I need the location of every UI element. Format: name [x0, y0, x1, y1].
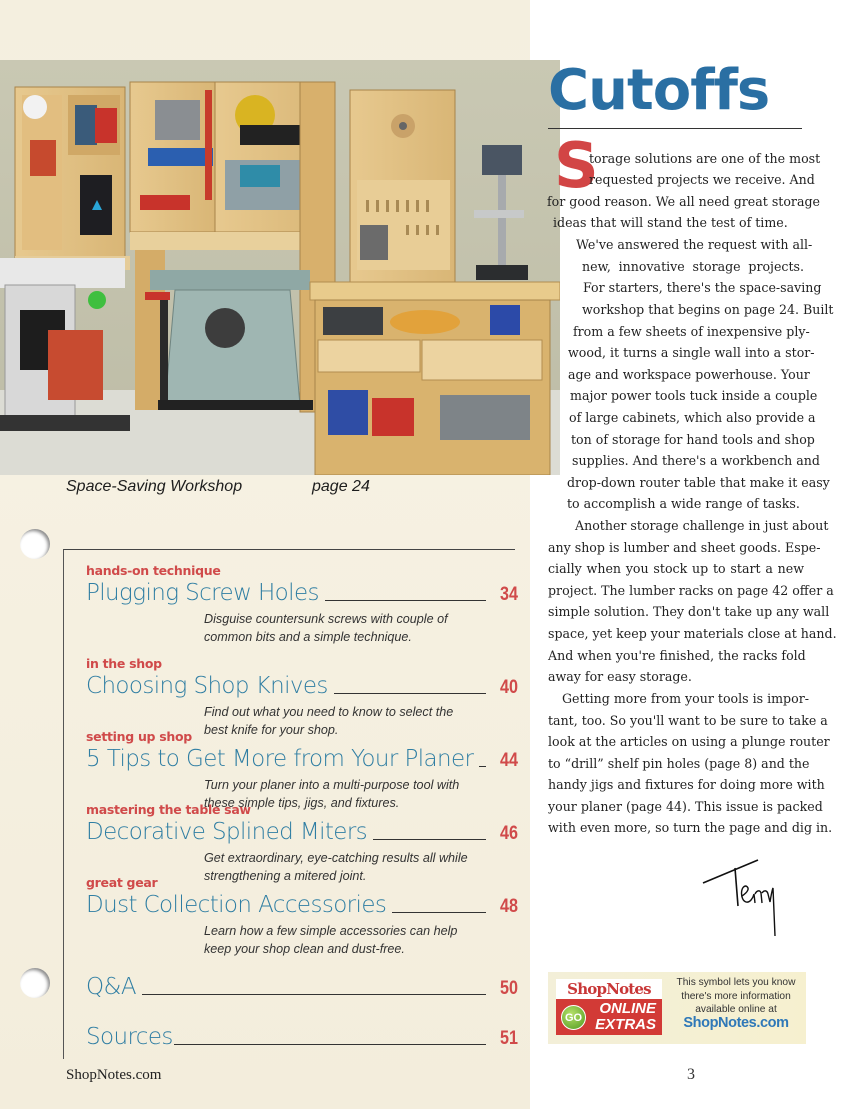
toc-category: great gear	[86, 875, 158, 890]
toc-page-number[interactable]: 46	[500, 823, 518, 844]
text-line: wood, it turns a single wall into a stor-	[568, 345, 815, 360]
column-title: Cutoffs	[548, 58, 770, 123]
toc-description-line: Turn your planer into a multi-purpose tool with	[204, 778, 460, 792]
text-line: simple solution. They don't take up any wall	[548, 604, 830, 619]
toc-entry-planer-tips[interactable]	[86, 730, 518, 812]
toc-category: setting up shop	[86, 729, 192, 744]
text-line: supplies. And there's a workbench and	[572, 453, 820, 468]
toc-title[interactable]: Choosing Shop Knives	[86, 673, 328, 699]
toc-title[interactable]: Sources	[86, 1024, 173, 1050]
toc-description-line: Find out what you need to know to select the	[204, 705, 454, 719]
text-line: For starters, there's the space-saving	[583, 280, 822, 295]
text-line: tant, too. So you'll want to be sure to take a	[548, 713, 828, 728]
toc-page-number[interactable]: 34	[500, 584, 518, 605]
toc-leader-line	[334, 693, 486, 694]
table-of-contents	[63, 549, 518, 1059]
toc-leader-line	[479, 766, 486, 767]
toc-page-number[interactable]: 51	[500, 1028, 518, 1049]
workshop-photo	[0, 60, 560, 475]
toc-title[interactable]: Plugging Screw Holes	[86, 580, 319, 606]
binder-hole-icon	[20, 968, 50, 998]
text-line: requested projects we receive. And	[589, 172, 815, 187]
text-line: to accomplish a wide range of tasks.	[567, 496, 800, 511]
toc-entry-choosing-shop-knives[interactable]	[86, 657, 518, 739]
text-line: to “drill” shelf pin holes (page 8) and the	[548, 756, 810, 771]
text-line: new, innovative storage projects.	[582, 259, 804, 274]
text-line: from a few sheets of inexpensive ply-	[573, 324, 810, 339]
toc-leader-line	[142, 994, 486, 995]
signature	[700, 848, 780, 943]
toc-category: hands-on technique	[86, 563, 221, 578]
text-line: Another storage challenge in just about	[575, 518, 829, 533]
toc-page-number[interactable]: 44	[500, 750, 518, 771]
toc-description-line: these simple tips, jigs, and fixtures.	[204, 796, 400, 810]
toc-leader-line	[373, 839, 486, 840]
extras-text-line: there's more information	[681, 990, 791, 1002]
toc-entry-splined-miters[interactable]	[86, 803, 518, 885]
toc-description-line: Learn how a few simple accessories can help	[204, 924, 458, 938]
toc-description-line: common bits and a simple technique.	[204, 630, 412, 644]
toc-description-line: Disguise countersunk screws with couple of	[204, 612, 448, 626]
extras-text-line: available online at	[695, 1004, 777, 1015]
photo-caption-page[interactable]: page 24	[312, 478, 370, 495]
text-line: Getting more from your tools is impor-	[562, 691, 809, 706]
text-line: any shop is lumber and sheet goods. Espe-	[548, 540, 821, 555]
shopnotes-link[interactable]: ShopNotes.com	[683, 1014, 789, 1031]
text-line: ton of storage for hand tools and shop	[571, 432, 815, 447]
text-line: away for easy storage.	[548, 669, 692, 684]
toc-entry-sources[interactable]	[86, 1022, 518, 1050]
text-line: age and workspace powerhouse. Your	[568, 367, 810, 382]
toc-category: in the shop	[86, 656, 162, 671]
text-line: space, yet keep your materials close at hand.	[548, 626, 837, 641]
online-extras-line: ONLINE	[599, 1000, 656, 1017]
text-line: We've answered the request with all-	[576, 237, 813, 252]
footer-site[interactable]: ShopNotes.com	[66, 1067, 162, 1083]
online-extras-banner[interactable]	[548, 972, 806, 1044]
toc-description-line: keep your shop clean and dust-free.	[204, 942, 405, 956]
extras-text-line: This symbol lets you know	[676, 977, 796, 988]
shopnotes-logo: ShopNotes	[556, 979, 662, 999]
online-extras-logo[interactable]	[556, 979, 662, 1035]
text-line: ideas that will stand the test of time.	[553, 215, 788, 230]
toc-category: mastering the table saw	[86, 802, 251, 817]
toc-title[interactable]: Decorative Splined Miters	[86, 819, 368, 845]
toc-description	[204, 610, 518, 646]
toc-leader-line	[325, 600, 486, 601]
binder-hole-icon	[20, 529, 50, 559]
toc-entry-qa[interactable]	[86, 972, 518, 1000]
toc-leader-line	[392, 912, 486, 913]
text-line: handy jigs and fixtures for doing more with	[548, 777, 825, 792]
toc-description	[204, 922, 518, 958]
toc-page-number[interactable]: 50	[500, 978, 518, 999]
toc-description-line: Get extraordinary, eye-catching results all while	[204, 851, 468, 865]
toc-page-number[interactable]: 40	[500, 677, 518, 698]
toc-page-number[interactable]: 48	[500, 896, 518, 917]
text-line: your planer (page 44). This issue is packed	[548, 799, 823, 814]
text-line: cially when you stock up to start a new	[548, 561, 804, 576]
text-line: drop-down router table that make it easy	[567, 475, 830, 490]
text-line: workshop that begins on page 24. Built	[582, 302, 834, 317]
go-icon: GO	[561, 1005, 586, 1030]
toc-entry-dust-collection[interactable]	[86, 876, 518, 958]
toc-description-line: strengthening a mitered joint.	[204, 869, 367, 883]
drop-cap: S	[554, 129, 599, 202]
page-number: 3	[687, 1066, 695, 1083]
online-extras-text	[668, 976, 804, 1030]
toc-title[interactable]: Dust Collection Accessories	[86, 892, 387, 918]
online-extras-line: EXTRAS	[595, 1016, 656, 1033]
text-line: And when you're finished, the racks fold	[548, 648, 806, 663]
toc-title[interactable]: Q&A	[86, 974, 136, 1000]
photo-caption-title: Space-Saving Workshop	[66, 478, 243, 495]
online-extras-label	[592, 1001, 656, 1033]
text-line: major power tools tuck inside a couple	[570, 388, 818, 403]
toc-entry-plugging-screw-holes[interactable]	[86, 564, 518, 646]
text-line: of large cabinets, which also provide a	[569, 410, 816, 425]
text-line: torage solutions are one of the most	[589, 151, 821, 166]
text-line: with even more, so turn the page and dig in.	[548, 820, 833, 835]
toc-leader-line	[174, 1044, 486, 1045]
toc-title[interactable]: 5 Tips to Get More from Your Planer	[86, 746, 474, 772]
text-line: project. The lumber racks on page 42 offer a	[548, 583, 834, 598]
toc-description-line: best knife for your shop.	[204, 723, 339, 737]
text-line: for good reason. We all need great storage	[547, 194, 820, 209]
text-line: look at the articles on using a plunge router	[548, 734, 830, 749]
